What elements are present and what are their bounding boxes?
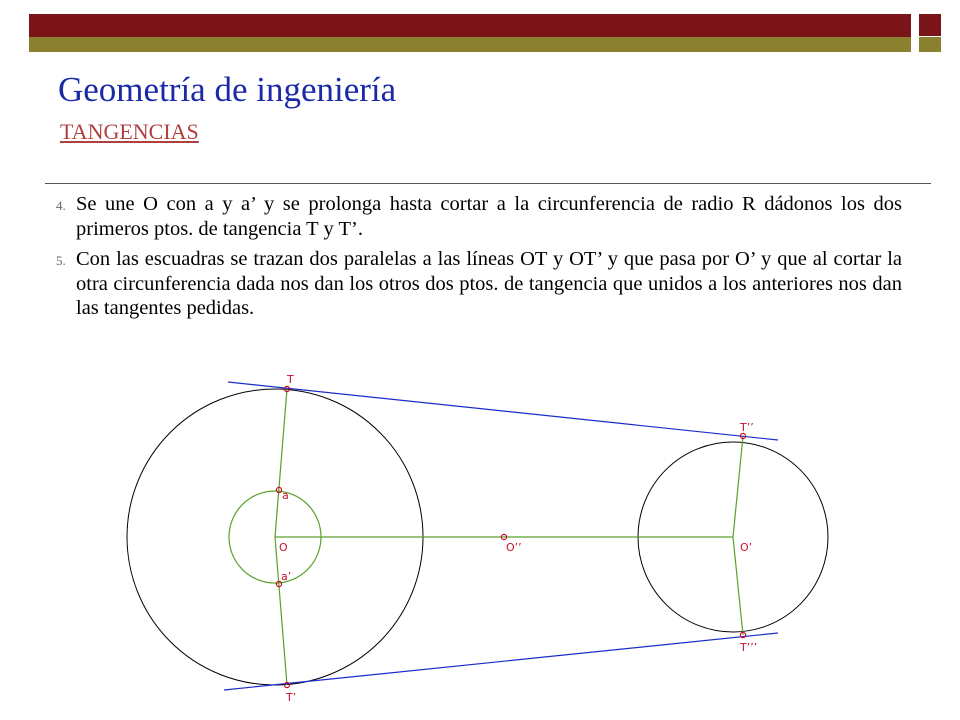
label-a1: a’ <box>281 570 292 583</box>
lower-tangent <box>224 633 778 690</box>
upper-tangent <box>228 382 778 440</box>
label-T1: T’ <box>286 691 297 704</box>
label-O1: O’ <box>740 541 753 554</box>
label-a: a <box>282 489 289 502</box>
label-T3: T’’’ <box>740 641 758 654</box>
step-text: Con las escuadras se trazan dos paralelas a las líneas OT y OT’ y que pasa por O’ y que al cortar la otra circunferencia dada nos dan los otros dos ptos. de tangencia que unidos a los anteriores nos dan las tangentes pedidas. <box>76 248 902 319</box>
step-number: 4. <box>56 198 66 213</box>
step-text: Se une O con a y a’ y se prolonga hasta cortar a la circunferencia de radio R dádonos los dos primeros ptos. de tangencia T y T’. <box>76 193 902 240</box>
label-T: T <box>287 373 294 386</box>
label-O2: O’’ <box>506 541 522 554</box>
step-number: 5. <box>56 253 66 268</box>
radius-line-OT <box>275 389 287 537</box>
slide-subtitle-link[interactable]: TANGENCIAS <box>60 119 199 144</box>
label-O: O <box>279 541 288 554</box>
label-T2: T’’ <box>740 421 754 434</box>
slide-title: Geometría de ingeniería <box>58 70 397 109</box>
radius-line-OT1 <box>275 537 287 685</box>
parallel-line-O1T2 <box>733 436 743 537</box>
